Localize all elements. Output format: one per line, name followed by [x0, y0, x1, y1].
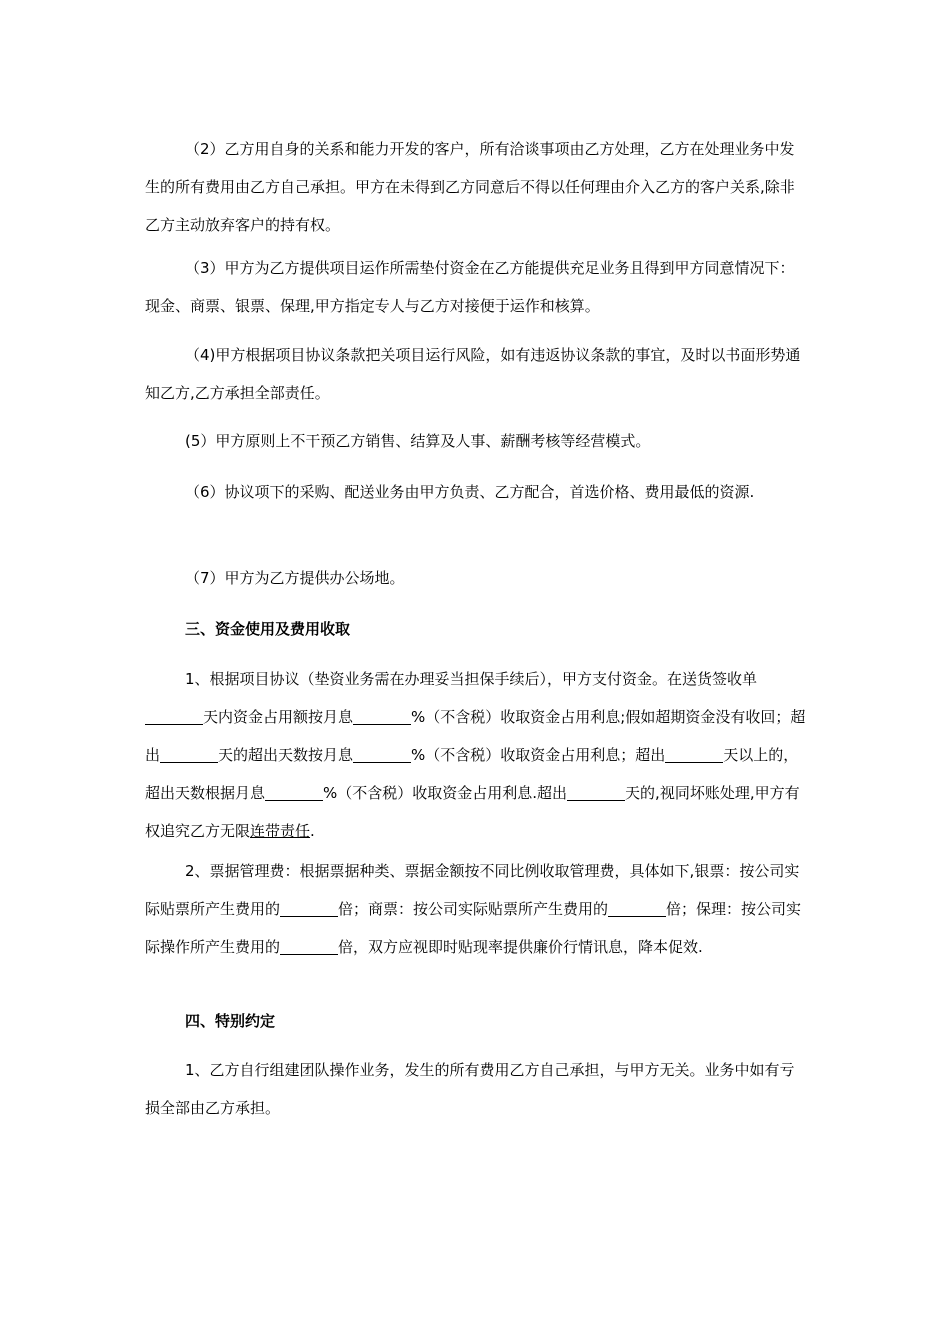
blank-line: [160, 747, 218, 763]
blank-line: [280, 939, 338, 955]
blank-line: [608, 901, 666, 917]
section-3-heading: 三、资金使用及费用收取: [185, 620, 351, 638]
blank-line: [353, 747, 411, 763]
blank-line: [145, 709, 203, 725]
joint-liability-text: 连带责任: [250, 822, 311, 840]
clause-4: （4)甲方根据项目协议条款把关项目运行风险，如有违返协议条款的事宜，及时以书面形势通知乙方,乙方承担全部责任。: [145, 346, 801, 402]
clause-6: （6）协议项下的采购、配送业务由甲方负责、乙方配合，首选价格、费用最低的资源.: [185, 483, 755, 501]
section-3-clause-1: 1、根据项目协议（垫资业务需在办理妥当担保手续后），甲方支付资金。在送货签收单天内资金占用额按月息 %（不含税）收取资金占用利息;假如超期资金没有收回；超出 天的超出天数按月息 %（不含税）收取资金占用利息；超出 天以上的，超出天数根据月息 %（不含税）收取资金占用利息.超出 天的,视同坏账处理,甲方有权追究乙方无限连带责任.: [145, 670, 806, 840]
blank-line: [353, 709, 411, 725]
blank-line: [665, 747, 723, 763]
blank-line: [280, 901, 338, 917]
section-3-clause-2: 2、票据管理费：根据票据种类、票据金额按不同比例收取管理费，具体如下,银票：按公司实际贴票所产生费用的 倍；商票：按公司实际贴票所产生费用的 倍；保理：按公司实际操作所产生费用的 倍，双方应视即时贴现率提供廉价行情讯息，降本促效.: [145, 862, 802, 956]
clause-7: （7）甲方为乙方提供办公场地。: [185, 569, 405, 587]
clause-3: （3）甲方为乙方提供项目运作所需垫付资金在乙方能提供充足业务且得到甲方同意情况下：现金、商票、银票、保理,甲方指定专人与乙方对接便于运作和核算。: [145, 259, 795, 315]
section-4-clause-1: 1、乙方自行组建团队操作业务，发生的所有费用乙方自己承担，与甲方无关。业务中如有亏损全部由乙方承担。: [145, 1061, 795, 1117]
blank-line: [567, 785, 625, 801]
section-4-heading: 四、特别约定: [185, 1012, 276, 1030]
blank-line: [265, 785, 323, 801]
clause-2: （2）乙方用自身的关系和能力开发的客户，所有洽谈事项由乙方处理，乙方在处理业务中发生的所有费用由乙方自己承担。甲方在未得到乙方同意后不得以任何理由介入乙方的客户关系,除非乙方主动放弃客户的持有权。: [145, 140, 795, 234]
clause-5: (5）甲方原则上不干预乙方销售、结算及人事、薪酬考核等经营模式。: [185, 432, 651, 450]
